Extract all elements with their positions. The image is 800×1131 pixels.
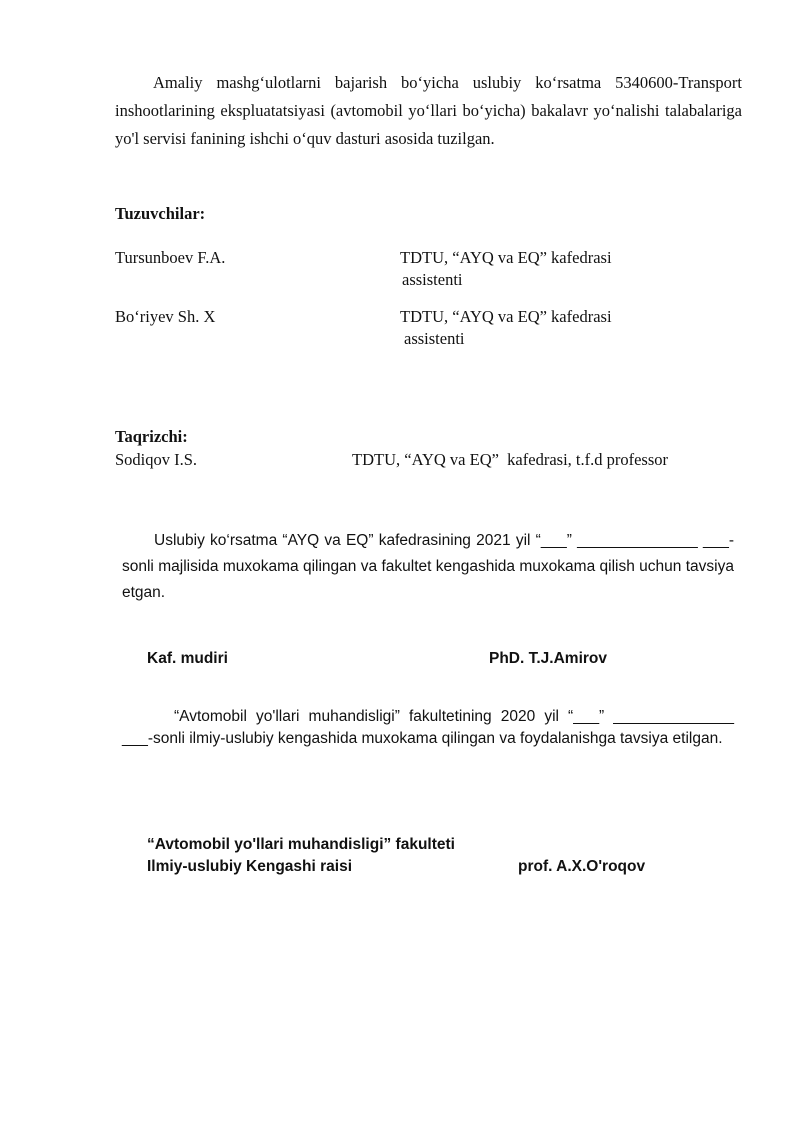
author-1-name: Tursunboev F.A.	[115, 248, 226, 267]
author-1-position: assistenti	[402, 270, 463, 289]
council-chair-name: prof. A.X.O'roqov	[518, 858, 646, 875]
council-chair-title: Ilmiy-uslubiy Kengashi raisi	[147, 858, 353, 875]
reviewer-name: Sodiqov I.S.	[115, 450, 198, 469]
author-1-affiliation: TDTU, “AYQ va EQ” kafedrasi	[400, 248, 612, 267]
authors-heading: Tuzuvchilar:	[115, 204, 206, 223]
head-of-department-title: Kaf. mudiri	[147, 650, 228, 667]
head-of-department-name: PhD. T.J.Amirov	[489, 650, 607, 667]
department-approval-paragraph: Uslubiy ko‘rsatma “AYQ va EQ” kafedrasining 2021 yil “___” ______________ ___-sonli majlisida muxokama qilingan va fakultet kengashida muxokama qilish uchun tavsiya etgan.	[122, 532, 734, 601]
reviewer-heading: Taqrizchi:	[115, 427, 188, 446]
author-2-affiliation: TDTU, “AYQ va EQ” kafedrasi	[400, 307, 612, 326]
reviewer-affiliation: TDTU, “AYQ va EQ” kafedrasi, t.f.d professor	[352, 450, 669, 469]
faculty-approval-paragraph: “Avtomobil yo'llari muhandisligi” fakultetining 2020 yil “___” ______________ ___-sonli ilmiy-uslubiy kengashida muxokama qilingan va foydalanishga tavsiya etilgan.	[122, 708, 734, 747]
author-2-name: Bo‘riyev Sh. X	[115, 307, 216, 326]
council-faculty-line: “Avtomobil yo'llari muhandisligi” fakulteti	[147, 836, 455, 853]
intro-paragraph: Amaliy mashg‘ulotlarni bajarish bo‘yicha uslubiy ko‘rsatma 5340600-Transport inshootlarining ekspluatatsiyasi (avtomobil yo‘llari bo‘yicha) bakalavr yo‘nalishi talabalariga yo'l servisi fanining ishchi o‘quv dasturi asosida tuzilgan.	[115, 73, 742, 148]
author-2-position: assistenti	[404, 329, 465, 348]
